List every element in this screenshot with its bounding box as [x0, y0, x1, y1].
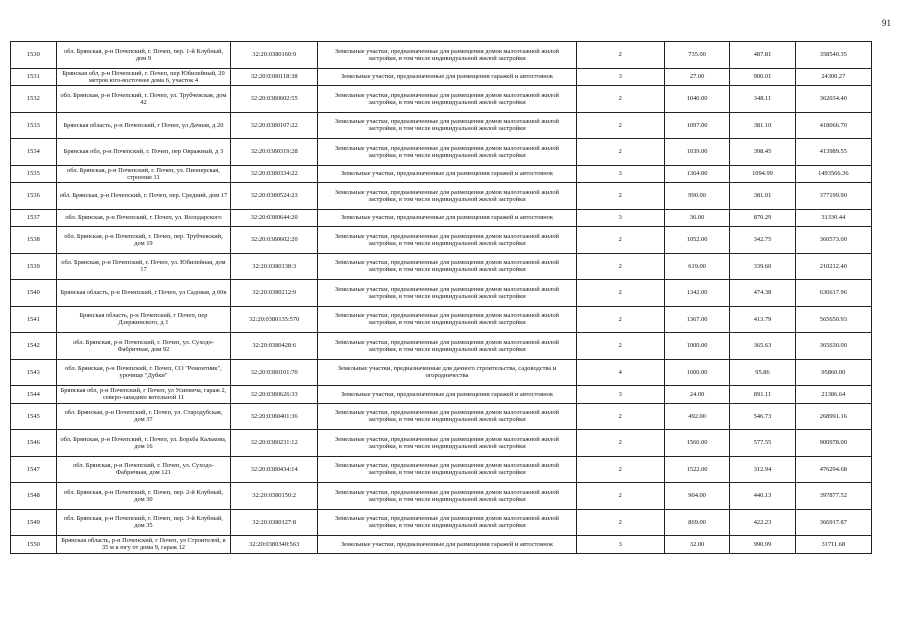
area-cell: 1039.00	[664, 139, 729, 166]
area-cell: 1097.00	[664, 112, 729, 139]
land-use-cell: Земельные участки, предназначенные для размещения гаражей и автостоянок	[318, 68, 576, 86]
row-number: 1534	[11, 139, 57, 166]
specific-value-cell: 339.60	[730, 253, 795, 280]
area-cell: 735.00	[664, 42, 729, 69]
address-cell: обл. Брянская, р-н Почепский, г. Почеп, ул. Пионерская, строение 11	[56, 165, 230, 183]
cadastral-number-cell: 32:20:0380107:22	[231, 112, 318, 139]
land-use-cell: Земельные участки, предназначенные для размещения домов малоэтажной жилой застройки, в том числе индивидуальной жилой застройки	[318, 333, 576, 360]
area-cell: 619.00	[664, 253, 729, 280]
category-cell: 2	[576, 306, 664, 333]
cadastral-number-cell: 32:20:0380150:2	[231, 483, 318, 510]
address-cell: Брянская область, р-н Почепский, г Почеп, ул Дачная, д 20	[56, 112, 230, 139]
specific-value-cell: 95.86	[730, 359, 795, 386]
row-number: 1531	[11, 68, 57, 86]
category-cell: 2	[576, 280, 664, 307]
specific-value-cell: 870.29	[730, 209, 795, 227]
address-cell: обл. Брянская, р-н Почепский, г. Почеп, ул. Трубчевская, дом 42	[56, 86, 230, 113]
cadastral-value-cell: 418066.70	[795, 112, 871, 139]
specific-value-cell: 348.11	[730, 86, 795, 113]
cadastral-number-cell: 32:20:0380160:9	[231, 42, 318, 69]
cadastral-number-cell: 32:20:0380524:23	[231, 183, 318, 210]
table-row	[11, 456, 872, 483]
category-cell: 2	[576, 456, 664, 483]
table-row	[11, 430, 872, 457]
cadastral-value-cell: 413989.55	[795, 139, 871, 166]
specific-value-cell: 474.38	[730, 280, 795, 307]
category-cell: 3	[576, 386, 664, 404]
land-use-cell: Земельные участки, предназначенные для размещения домов малоэтажной жилой застройки, в том числе индивидуальной жилой застройки	[318, 306, 576, 333]
page-number: 91	[882, 18, 891, 28]
table-row	[11, 165, 872, 183]
row-number: 1545	[11, 403, 57, 430]
area-cell: 1000.00	[664, 359, 729, 386]
area-cell: 1560.00	[664, 430, 729, 457]
address-cell: обл. Брянская, р-н Почепский, г. Почеп, пер. Трубчевский, дом 19	[56, 227, 230, 254]
cadastral-number-cell: 32:20:0380644:20	[231, 209, 318, 227]
specific-value-cell: 342.75	[730, 227, 795, 254]
category-cell: 2	[576, 112, 664, 139]
cadastral-value-cell: 900978.00	[795, 430, 871, 457]
row-number: 1537	[11, 209, 57, 227]
address-cell: Брянская область, р-н Почепский, г Почеп, пер Дзержинского, д 1	[56, 306, 230, 333]
cadastral-number-cell: 32:20:0380428:6	[231, 333, 318, 360]
table-row	[11, 483, 872, 510]
cadastral-value-cell: 365630.00	[795, 333, 871, 360]
cadastral-value-cell: 397877.52	[795, 483, 871, 510]
land-use-cell: Земельные участки, предназначенные для размещения домов малоэтажной жилой застройки, в том числе индивидуальной жилой застройки	[318, 227, 576, 254]
area-cell: 36.00	[664, 209, 729, 227]
category-cell: 3	[576, 165, 664, 183]
table-row	[11, 42, 872, 69]
land-use-cell: Земельные участки, предназначенные для размещения гаражей и автостоянок	[318, 209, 576, 227]
land-use-cell: Земельные участки, предназначенные для дачного строительства, садоводства и огородничества	[318, 359, 576, 386]
category-cell: 2	[576, 42, 664, 69]
category-cell: 2	[576, 509, 664, 536]
cadastral-number-cell: 32:20:0380401:36	[231, 403, 318, 430]
table-row	[11, 183, 872, 210]
row-number: 1546	[11, 430, 57, 457]
table-row	[11, 333, 872, 360]
cadastral-number-cell: 32:20:0380118:38	[231, 68, 318, 86]
address-cell: обл. Брянская, р-н Почепский, г. Почеп, ул. Борьба Калькова, дом 16	[56, 430, 230, 457]
cadastral-value-cell: 362034.40	[795, 86, 871, 113]
address-cell: Брянская обл, р-н Почепский, г Почеп, ул Усиевича, гараж 2, северо-западнее котельной 11	[56, 386, 230, 404]
specific-value-cell: 422.23	[730, 509, 795, 536]
cadastral-value-cell: 636617.96	[795, 280, 871, 307]
cadastral-number-cell: 32:20:0380602:55	[231, 86, 318, 113]
address-cell: обл. Брянская, р-н Почепский, г. Почеп, пер. 1-й Клубный, дом 9	[56, 42, 230, 69]
address-cell: обл. Брянская, р-н Почепский, г. Почеп, ул. Стародубская, дом 37	[56, 403, 230, 430]
cadastral-value-cell: 24300.27	[795, 68, 871, 86]
address-cell: Брянская обл, р-н Почепский, г. Почеп, пер Юбилейный, 20 метров юго-восточнее дома 6, участок 4	[56, 68, 230, 86]
cadastral-number-cell: 32:20:0380626:33	[231, 386, 318, 404]
land-use-cell: Земельные участки, предназначенные для размещения домов малоэтажной жилой застройки, в том числе индивидуальной жилой застройки	[318, 112, 576, 139]
specific-value-cell: 900.01	[730, 68, 795, 86]
row-number: 1547	[11, 456, 57, 483]
land-use-cell: Земельные участки, предназначенные для размещения домов малоэтажной жилой застройки, в том числе индивидуальной жилой застройки	[318, 403, 576, 430]
row-number: 1539	[11, 253, 57, 280]
row-number: 1540	[11, 280, 57, 307]
specific-value-cell: 365.63	[730, 333, 795, 360]
cadastral-number-cell: 32:20:0380334:22	[231, 165, 318, 183]
address-cell: Брянская обл, р-н Почепский, г. Почеп, пер Овражный, д 3	[56, 139, 230, 166]
row-number: 1548	[11, 483, 57, 510]
area-cell: 869.00	[664, 509, 729, 536]
area-cell: 32.00	[664, 536, 729, 554]
land-use-cell: Земельные участки, предназначенные для размещения домов малоэтажной жилой застройки, в том числе индивидуальной жилой застройки	[318, 430, 576, 457]
cadastral-value-cell: 268991.16	[795, 403, 871, 430]
cadastral-value-cell: 476294.68	[795, 456, 871, 483]
table-row	[11, 139, 872, 166]
cadastral-number-cell: 32:20:0380319:28	[231, 139, 318, 166]
cadastral-number-cell: 32:20:0380101:70	[231, 359, 318, 386]
category-cell: 2	[576, 86, 664, 113]
area-cell: 990.00	[664, 183, 729, 210]
table-row	[11, 386, 872, 404]
row-number: 1550	[11, 536, 57, 554]
category-cell: 3	[576, 536, 664, 554]
table-row	[11, 86, 872, 113]
row-number: 1549	[11, 509, 57, 536]
table-row	[11, 403, 872, 430]
row-number: 1536	[11, 183, 57, 210]
table-row	[11, 509, 872, 536]
specific-value-cell: 381.10	[730, 112, 795, 139]
land-use-cell: Земельные участки, предназначенные для размещения домов малоэтажной жилой застройки, в том числе индивидуальной жилой застройки	[318, 183, 576, 210]
area-cell: 1342.00	[664, 280, 729, 307]
address-cell: обл. Брянская, р-н Почепский, г. Почеп, ул. Володарского	[56, 209, 230, 227]
row-number: 1535	[11, 165, 57, 183]
cadastral-number-cell: 32:20:0380340:563	[231, 536, 318, 554]
cadastral-value-cell: 95860.00	[795, 359, 871, 386]
category-cell: 3	[576, 209, 664, 227]
address-cell: обл. Брянская, р-н Почепский, г. Почеп, пер. 3-й Клубный, дом 35	[56, 509, 230, 536]
table-row	[11, 68, 872, 86]
area-cell: 24.00	[664, 386, 729, 404]
table-row	[11, 112, 872, 139]
specific-value-cell: 413.79	[730, 306, 795, 333]
table-row	[11, 253, 872, 280]
land-use-cell: Земельные участки, предназначенные для размещения гаражей и автостоянок	[318, 165, 576, 183]
row-number: 1533	[11, 112, 57, 139]
table-row	[11, 306, 872, 333]
row-number: 1530	[11, 42, 57, 69]
specific-value-cell: 312.94	[730, 456, 795, 483]
category-cell: 3	[576, 68, 664, 86]
table-row	[11, 280, 872, 307]
category-cell: 2	[576, 227, 664, 254]
table-row	[11, 359, 872, 386]
cadastral-value-cell: 360573.00	[795, 227, 871, 254]
land-use-cell: Земельные участки, предназначенные для размещения гаражей и автостоянок	[318, 386, 576, 404]
address-cell: обл. Брянская, р-н Почепский, г. Почеп, СО "Ремонтник", урочище "Дубки"	[56, 359, 230, 386]
land-use-cell: Земельные участки, предназначенные для размещения домов малоэтажной жилой застройки, в том числе индивидуальной жилой застройки	[318, 483, 576, 510]
specific-value-cell: 1094.99	[730, 165, 795, 183]
cadastral-value-cell: 366917.87	[795, 509, 871, 536]
cadastral-value-cell: 31330.44	[795, 209, 871, 227]
land-use-cell: Земельные участки, предназначенные для размещения домов малоэтажной жилой застройки, в том числе индивидуальной жилой застройки	[318, 280, 576, 307]
area-cell: 1367.00	[664, 306, 729, 333]
address-cell: обл. Брянская, р-н Почепский, г. Почеп, пер. Средний, дом 17	[56, 183, 230, 210]
specific-value-cell: 440.13	[730, 483, 795, 510]
area-cell: 492.00	[664, 403, 729, 430]
cadastral-number-cell: 32:20:0380434:14	[231, 456, 318, 483]
area-cell: 1522.00	[664, 456, 729, 483]
area-cell: 1040.00	[664, 86, 729, 113]
category-cell: 2	[576, 333, 664, 360]
cadastral-value-cell: 1493566.36	[795, 165, 871, 183]
category-cell: 4	[576, 359, 664, 386]
specific-value-cell: 487.81	[730, 42, 795, 69]
category-cell: 2	[576, 183, 664, 210]
row-number: 1538	[11, 227, 57, 254]
table-row	[11, 227, 872, 254]
address-cell: обл. Брянская, р-н Почепский, г. Почеп, ул. Юбилейная, дом 17	[56, 253, 230, 280]
specific-value-cell: 381.01	[730, 183, 795, 210]
cadastral-number-cell: 32:20:0380602:20	[231, 227, 318, 254]
area-cell: 27.00	[664, 68, 729, 86]
cadastral-value-cell: 210212.40	[795, 253, 871, 280]
cadastral-value-cell: 565650.93	[795, 306, 871, 333]
cadastral-number-cell: 32:20:0380138:3	[231, 253, 318, 280]
row-number: 1541	[11, 306, 57, 333]
cadastral-value-cell: 31711.68	[795, 536, 871, 554]
area-cell: 1000.00	[664, 333, 729, 360]
specific-value-cell: 398.45	[730, 139, 795, 166]
land-use-cell: Земельные участки, предназначенные для размещения домов малоэтажной жилой застройки, в том числе индивидуальной жилой застройки	[318, 253, 576, 280]
cadastral-number-cell: 32:20:0380231:12	[231, 430, 318, 457]
area-cell: 904.00	[664, 483, 729, 510]
land-use-cell: Земельные участки, предназначенные для размещения гаражей и автостоянок	[318, 536, 576, 554]
row-number: 1532	[11, 86, 57, 113]
row-number: 1544	[11, 386, 57, 404]
specific-value-cell: 990.99	[730, 536, 795, 554]
cadastral-number-cell: 32:20:0380212:9	[231, 280, 318, 307]
land-use-cell: Земельные участки, предназначенные для размещения домов малоэтажной жилой застройки, в том числе индивидуальной жилой застройки	[318, 509, 576, 536]
land-use-cell: Земельные участки, предназначенные для размещения домов малоэтажной жилой застройки, в том числе индивидуальной жилой застройки	[318, 139, 576, 166]
land-register-table	[10, 41, 872, 554]
specific-value-cell: 546.73	[730, 403, 795, 430]
table-row	[11, 209, 872, 227]
land-use-cell: Земельные участки, предназначенные для размещения домов малоэтажной жилой застройки, в том числе индивидуальной жилой застройки	[318, 86, 576, 113]
row-number: 1543	[11, 359, 57, 386]
land-use-cell: Земельные участки, предназначенные для размещения домов малоэтажной жилой застройки, в том числе индивидуальной жилой застройки	[318, 456, 576, 483]
cadastral-value-cell: 358540.35	[795, 42, 871, 69]
address-cell: Брянская область, р-н Почепский, г Почеп, ул Садовая, д 60в	[56, 280, 230, 307]
cadastral-value-cell: 377199.90	[795, 183, 871, 210]
area-cell: 1364.00	[664, 165, 729, 183]
cadastral-value-cell: 21386.64	[795, 386, 871, 404]
row-number: 1542	[11, 333, 57, 360]
address-cell: обл. Брянская, р-н Почепский, г. Почеп, ул. Суходо-Фабричная, дом 92	[56, 333, 230, 360]
category-cell: 2	[576, 139, 664, 166]
address-cell: обл. Брянская, р-н Почепский, г. Почеп, ул. Суходо-Фабричная, дом 121	[56, 456, 230, 483]
land-use-cell: Земельные участки, предназначенные для размещения домов малоэтажной жилой застройки, в том числе индивидуальной жилой застройки	[318, 42, 576, 69]
category-cell: 2	[576, 253, 664, 280]
table-row	[11, 536, 872, 554]
area-cell: 1052.00	[664, 227, 729, 254]
table-body	[11, 42, 872, 554]
specific-value-cell: 891.11	[730, 386, 795, 404]
category-cell: 2	[576, 483, 664, 510]
cadastral-number-cell: 32:20:0380135:570	[231, 306, 318, 333]
category-cell: 2	[576, 403, 664, 430]
address-cell: Брянская область, р-н Почепский, г Почеп, ул Строителей, в 35 м к югу от дома 9, гараж 12	[56, 536, 230, 554]
specific-value-cell: 577.55	[730, 430, 795, 457]
cadastral-number-cell: 32:20:0380127:8	[231, 509, 318, 536]
category-cell: 2	[576, 430, 664, 457]
address-cell: обл. Брянская, р-н Почепский, г. Почеп, пер. 2-й Клубный, дом 30	[56, 483, 230, 510]
